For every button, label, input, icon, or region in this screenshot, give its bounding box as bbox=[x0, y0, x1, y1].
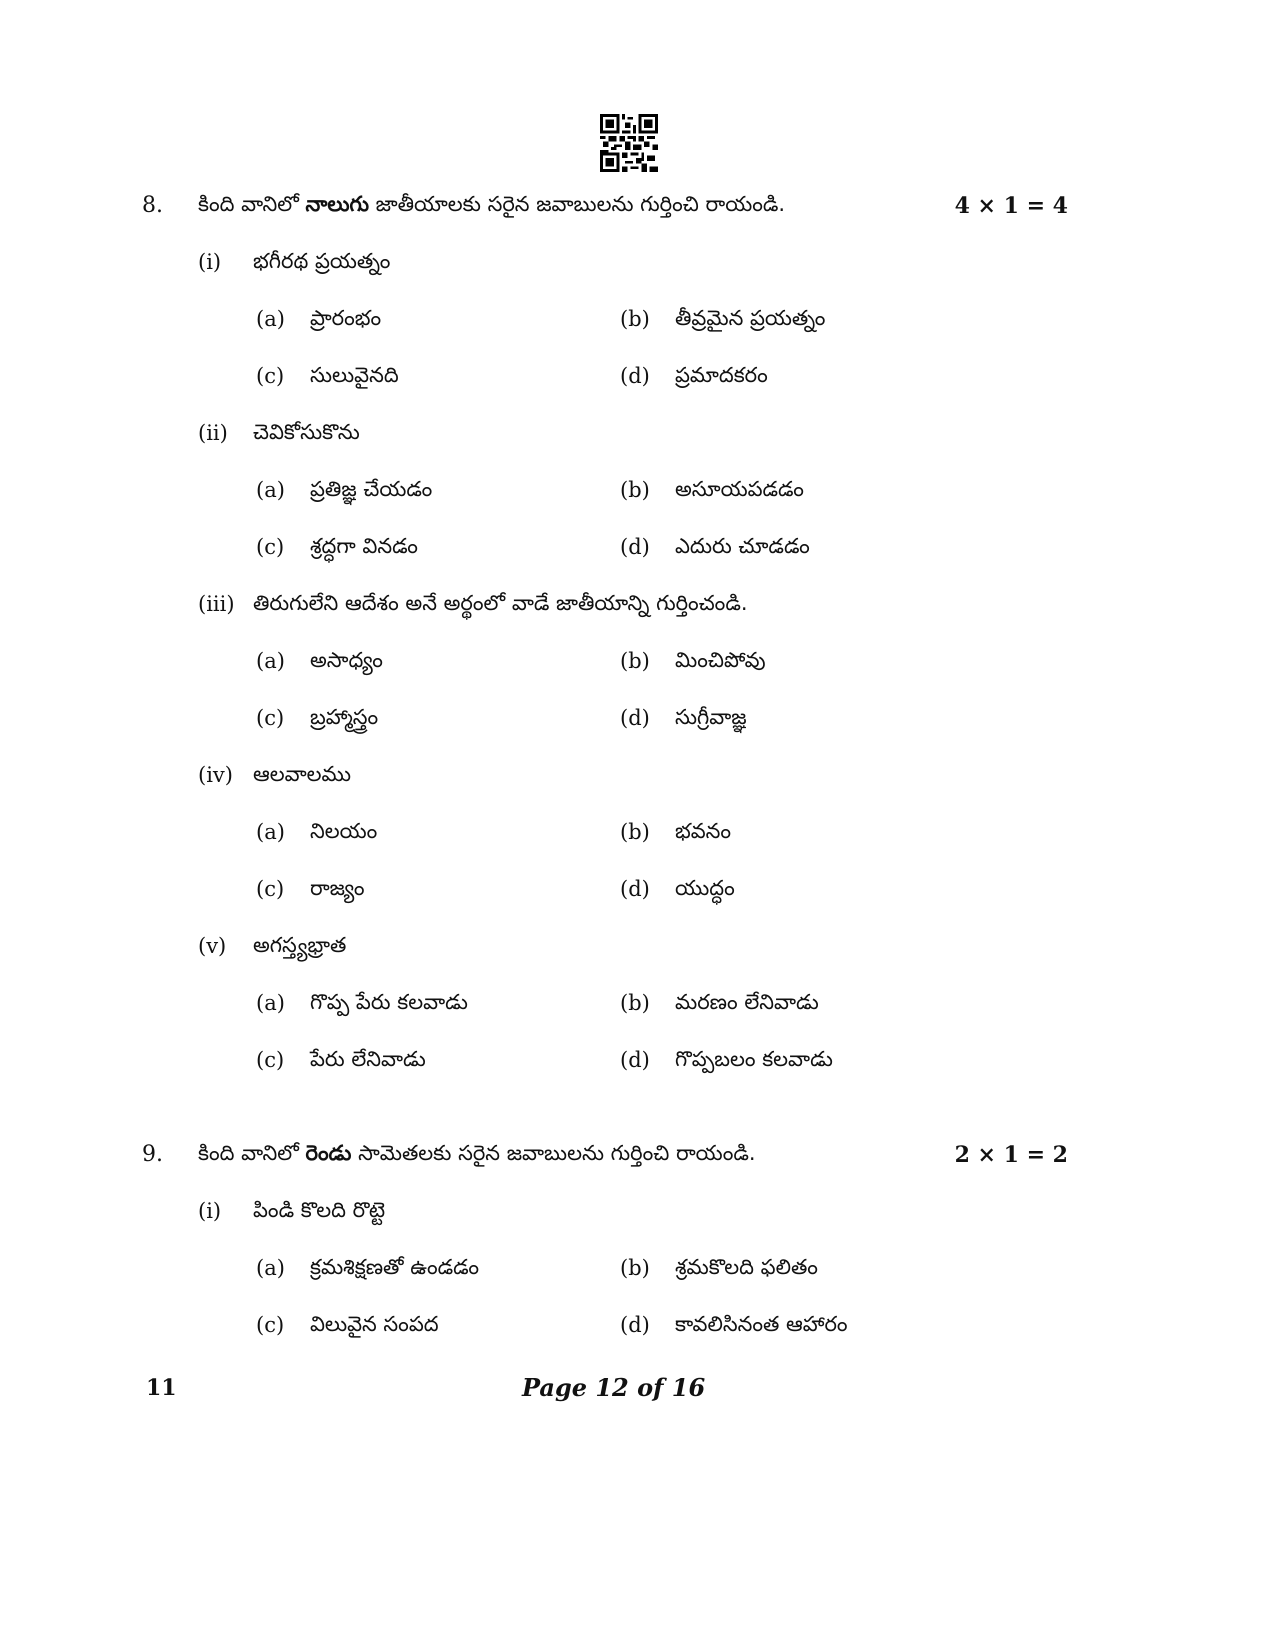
option-text: ఎదురు చూడడం bbox=[675, 534, 810, 558]
sub-question-text: భగీరథ ప్రయత్నం bbox=[253, 249, 391, 273]
option-label: (d) bbox=[620, 535, 650, 559]
option-text: మరణం లేనివాడు bbox=[675, 990, 819, 1014]
option-label: (b) bbox=[620, 1256, 650, 1280]
qr-code bbox=[600, 114, 658, 172]
option-text: సుగ్రీవాజ్ఞ bbox=[675, 705, 747, 729]
option-label: (a) bbox=[256, 478, 285, 502]
sub-question-text: చెవికోసుకొను bbox=[253, 420, 360, 444]
option-text: రాజ్యం bbox=[310, 876, 365, 900]
option-text: ప్రమాదకరం bbox=[675, 363, 768, 387]
paper-code: 11 bbox=[146, 1375, 177, 1401]
question-text-pre: కింది వానిలో bbox=[198, 192, 306, 216]
question-marks: 4 × 1 = 4 bbox=[954, 193, 1068, 219]
option-label: (b) bbox=[620, 820, 650, 844]
option-label: (a) bbox=[256, 991, 285, 1015]
option-label: (b) bbox=[620, 991, 650, 1015]
option-text: తీవ్రమైన ప్రయత్నం bbox=[675, 306, 826, 330]
question-text-bold: నాలుగు bbox=[305, 192, 369, 216]
option-label: (b) bbox=[620, 307, 650, 331]
option-label: (d) bbox=[620, 1313, 650, 1337]
sub-question-label: (i) bbox=[198, 1199, 222, 1223]
option-label: (c) bbox=[256, 1313, 285, 1337]
option-label: (d) bbox=[620, 706, 650, 730]
option-text: అసాధ్యం bbox=[310, 648, 383, 672]
question-text bbox=[198, 192, 785, 222]
option-label: (d) bbox=[620, 877, 650, 901]
option-label: (b) bbox=[620, 478, 650, 502]
sub-question-label: (v) bbox=[198, 934, 227, 958]
sub-question-label: (iv) bbox=[198, 763, 233, 787]
question-text-post: సామెతలకు సరైన జవాబులను గుర్తించి రాయండి. bbox=[351, 1141, 756, 1165]
option-label: (d) bbox=[620, 1048, 650, 1072]
option-text: పేరు లేనివాడు bbox=[310, 1047, 426, 1071]
option-label: (c) bbox=[256, 535, 285, 559]
option-text: మించిపోవు bbox=[675, 648, 766, 672]
sub-question-label: (iii) bbox=[198, 592, 235, 616]
option-text: విలువైన సంపద bbox=[310, 1312, 439, 1336]
sub-question-text: అగస్త్యభ్రాత bbox=[253, 933, 347, 957]
question-text-bold: రెండు bbox=[305, 1141, 352, 1165]
question-text bbox=[198, 1141, 756, 1171]
option-text: శ్రద్ధగా వినడం bbox=[310, 534, 418, 558]
option-label: (a) bbox=[256, 649, 285, 673]
option-text: ప్రారంభం bbox=[310, 306, 382, 330]
sub-question-text: తిరుగులేని ఆదేశం అనే అర్థంలో వాడే జాతీయాన్ని గుర్తించండి. bbox=[253, 591, 748, 615]
option-label: (c) bbox=[256, 1048, 285, 1072]
option-label: (a) bbox=[256, 820, 285, 844]
option-text: భవనం bbox=[675, 819, 732, 843]
sub-question-text: పిండి కొలది రొట్టె bbox=[253, 1198, 386, 1222]
option-label: (d) bbox=[620, 364, 650, 388]
option-text: ప్రతిజ్ఞ చేయడం bbox=[310, 477, 433, 501]
option-text: సులువైనది bbox=[310, 363, 399, 387]
sub-question-label: (i) bbox=[198, 250, 222, 274]
option-label: (a) bbox=[256, 307, 285, 331]
question-number: 8. bbox=[142, 193, 163, 218]
option-label: (c) bbox=[256, 706, 285, 730]
question-marks: 2 × 1 = 2 bbox=[954, 1142, 1068, 1168]
option-label: (c) bbox=[256, 364, 285, 388]
option-label: (c) bbox=[256, 877, 285, 901]
question-text-pre: కింది వానిలో bbox=[198, 1141, 306, 1165]
question-number: 9. bbox=[142, 1142, 163, 1167]
option-label: (b) bbox=[620, 649, 650, 673]
option-text: కావలిసినంత ఆహారం bbox=[675, 1312, 848, 1336]
page-number: Page 12 of 16 bbox=[522, 1373, 706, 1402]
option-text: అసూయపడడం bbox=[675, 477, 804, 501]
option-text: క్రమశిక్షణతో ఉండడం bbox=[310, 1255, 480, 1279]
option-text: నిలయం bbox=[310, 819, 378, 843]
option-text: బ్రహ్మాస్త్రం bbox=[310, 705, 379, 729]
option-text: యుద్ధం bbox=[675, 876, 735, 900]
option-text: గొప్పబలం కలవాడు bbox=[675, 1047, 833, 1071]
option-text: శ్రమకొలది ఫలితం bbox=[675, 1255, 818, 1279]
sub-question-label: (ii) bbox=[198, 421, 228, 445]
sub-question-text: ఆలవాలము bbox=[253, 762, 352, 786]
option-label: (a) bbox=[256, 1256, 285, 1280]
question-text-post: జాతీయాలకు సరైన జవాబులను గుర్తించి రాయండి. bbox=[368, 192, 786, 216]
option-text: గొప్ప పేరు కలవాడు bbox=[310, 990, 468, 1014]
